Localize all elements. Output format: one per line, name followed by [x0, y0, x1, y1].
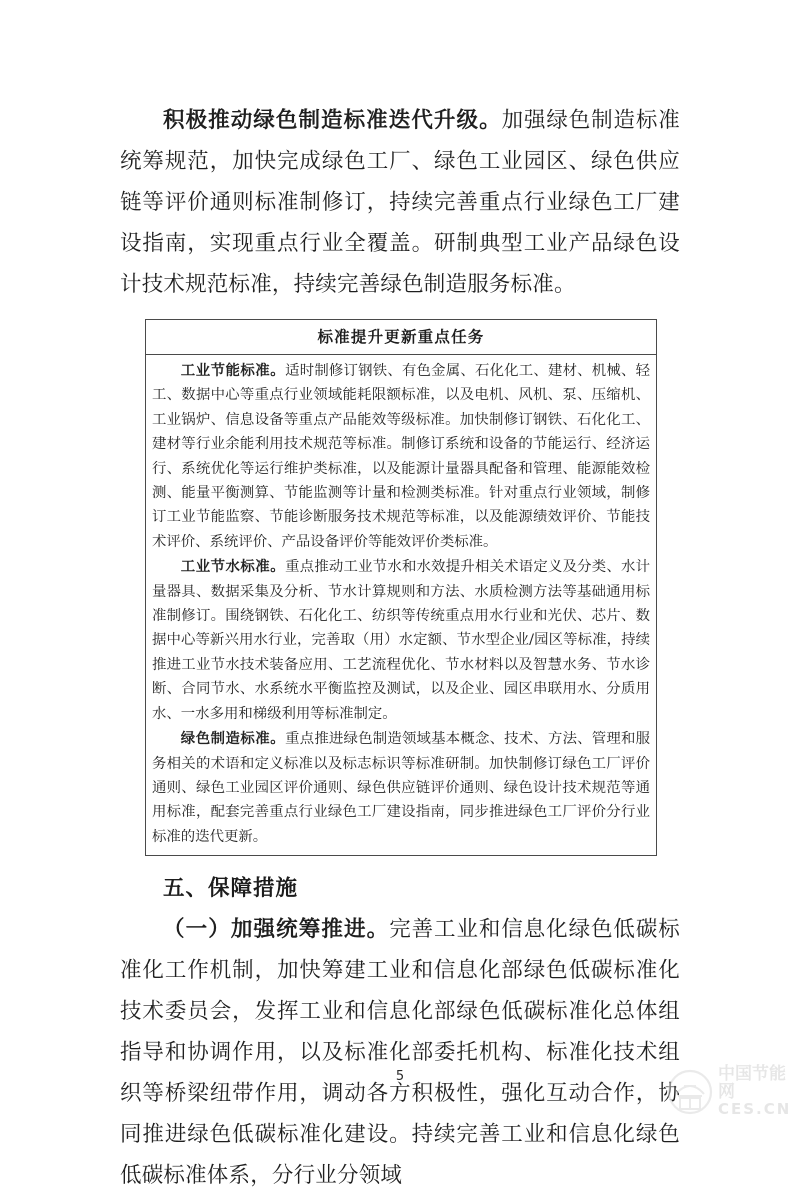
intro-paragraph-lead: 积极推动绿色制造标准迭代升级。	[163, 108, 502, 133]
subsection-one-lead: （一）加强统筹推进。	[163, 917, 390, 943]
table-row-label: 工业节水标准。	[180, 558, 286, 576]
task-table	[145, 319, 657, 856]
watermark-english: CES.CN	[718, 1099, 792, 1118]
table-row	[152, 359, 650, 554]
table-row	[152, 555, 650, 726]
table-row	[152, 727, 650, 849]
table-row-text: 重点推进绿色制造领域基本概念、技术、方法、管理和服务相关的术语和定义标准以及标志标识等标准研制。加快制修订绿色工厂评价通则、绿色工业园区评价通则、绿色供应链评价通则、绿色设计技术规范等通用标准，配套完善重点行业绿色工厂建设指南，同步推进绿色工厂评价分行业标准的迭代更新。	[152, 731, 650, 845]
task-table-body	[146, 355, 656, 855]
intro-paragraph-body: 加强绿色制造标准统筹规范，加快完成绿色工厂、绿色工业园区、绿色供应链等评价通则标准制修订，持续完善重点行业绿色工厂建设指南，实现重点行业全覆盖。研制典型工业产品绿色设计技术规范标准，持续完善绿色制造服务标准。	[120, 108, 680, 297]
subsection-one-paragraph	[120, 909, 680, 1196]
intro-paragraph	[120, 100, 680, 305]
table-row-label: 工业节能标准。	[180, 362, 286, 379]
section-heading-five: 五、保障措施	[163, 876, 299, 902]
table-row-text: 适时制修订钢铁、有色金属、石化化工、建材、机械、轻工、数据中心等重点行业领域能耗限额标准，以及电机、风机、泵、压缩机、工业锅炉、信息设备等重点产品能效等级标准。加快制修订钢铁、石化化工、建材等行业余能利用技术规范等标准。制修订系统和设备的节能运行、经济运行、系统优化等运行维护类标准，以及能源计量器具配备和管理、能源能效检测、能量平衡测算、节能监测等计量和检测类标准。针对重点行业领域，制修订工业节能监察、节能诊断服务技术规范等标准，以及能源绩效评价、节能技术评价、系统评价、产品设备评价等能效评价类标准。	[152, 363, 650, 550]
table-row-text: 重点推动工业节水和水效提升相关术语定义及分类、水计量器具、数据采集及分析、节水计算规则和方法、水质检测方法等基础通用标准制修订。围绕钢铁、石化化工、纺织等传统重点用水行业和光伏、芯片、数据中心等新兴用水行业，完善取（用）水定额、节水型企业/园区等标准，持续推进工业节水技术装备应用、工艺流程优化、节水材料以及智慧水务、节水诊断、合同节水、水系统水平衡监控及测试，以及企业、园区串联用水、分质用水、一水多用和梯级利用等标准制定。	[152, 559, 650, 722]
page-number: 5	[395, 1069, 405, 1084]
table-row-label: 绿色制造标准。	[180, 730, 286, 748]
subsection-one-body: 完善工业和信息化绿色低碳标准化工作机制，加快筹建工业和信息化部绿色低碳标准化技术委员会，发挥工业和信息化部绿色低碳标准化总体组指导和协调作用，以及标准化部委托机构、标准化技术组织等桥梁纽带作用，调动各方积极性，强化互动合作，协同推进绿色低碳标准化建设。持续完善工业和信息化绿色低碳标准体系，分行业分领域	[120, 917, 680, 1189]
watermark-chinese: 中国节能网	[718, 1064, 786, 1103]
task-table-title: 标准提升更新重点任务	[146, 320, 656, 355]
